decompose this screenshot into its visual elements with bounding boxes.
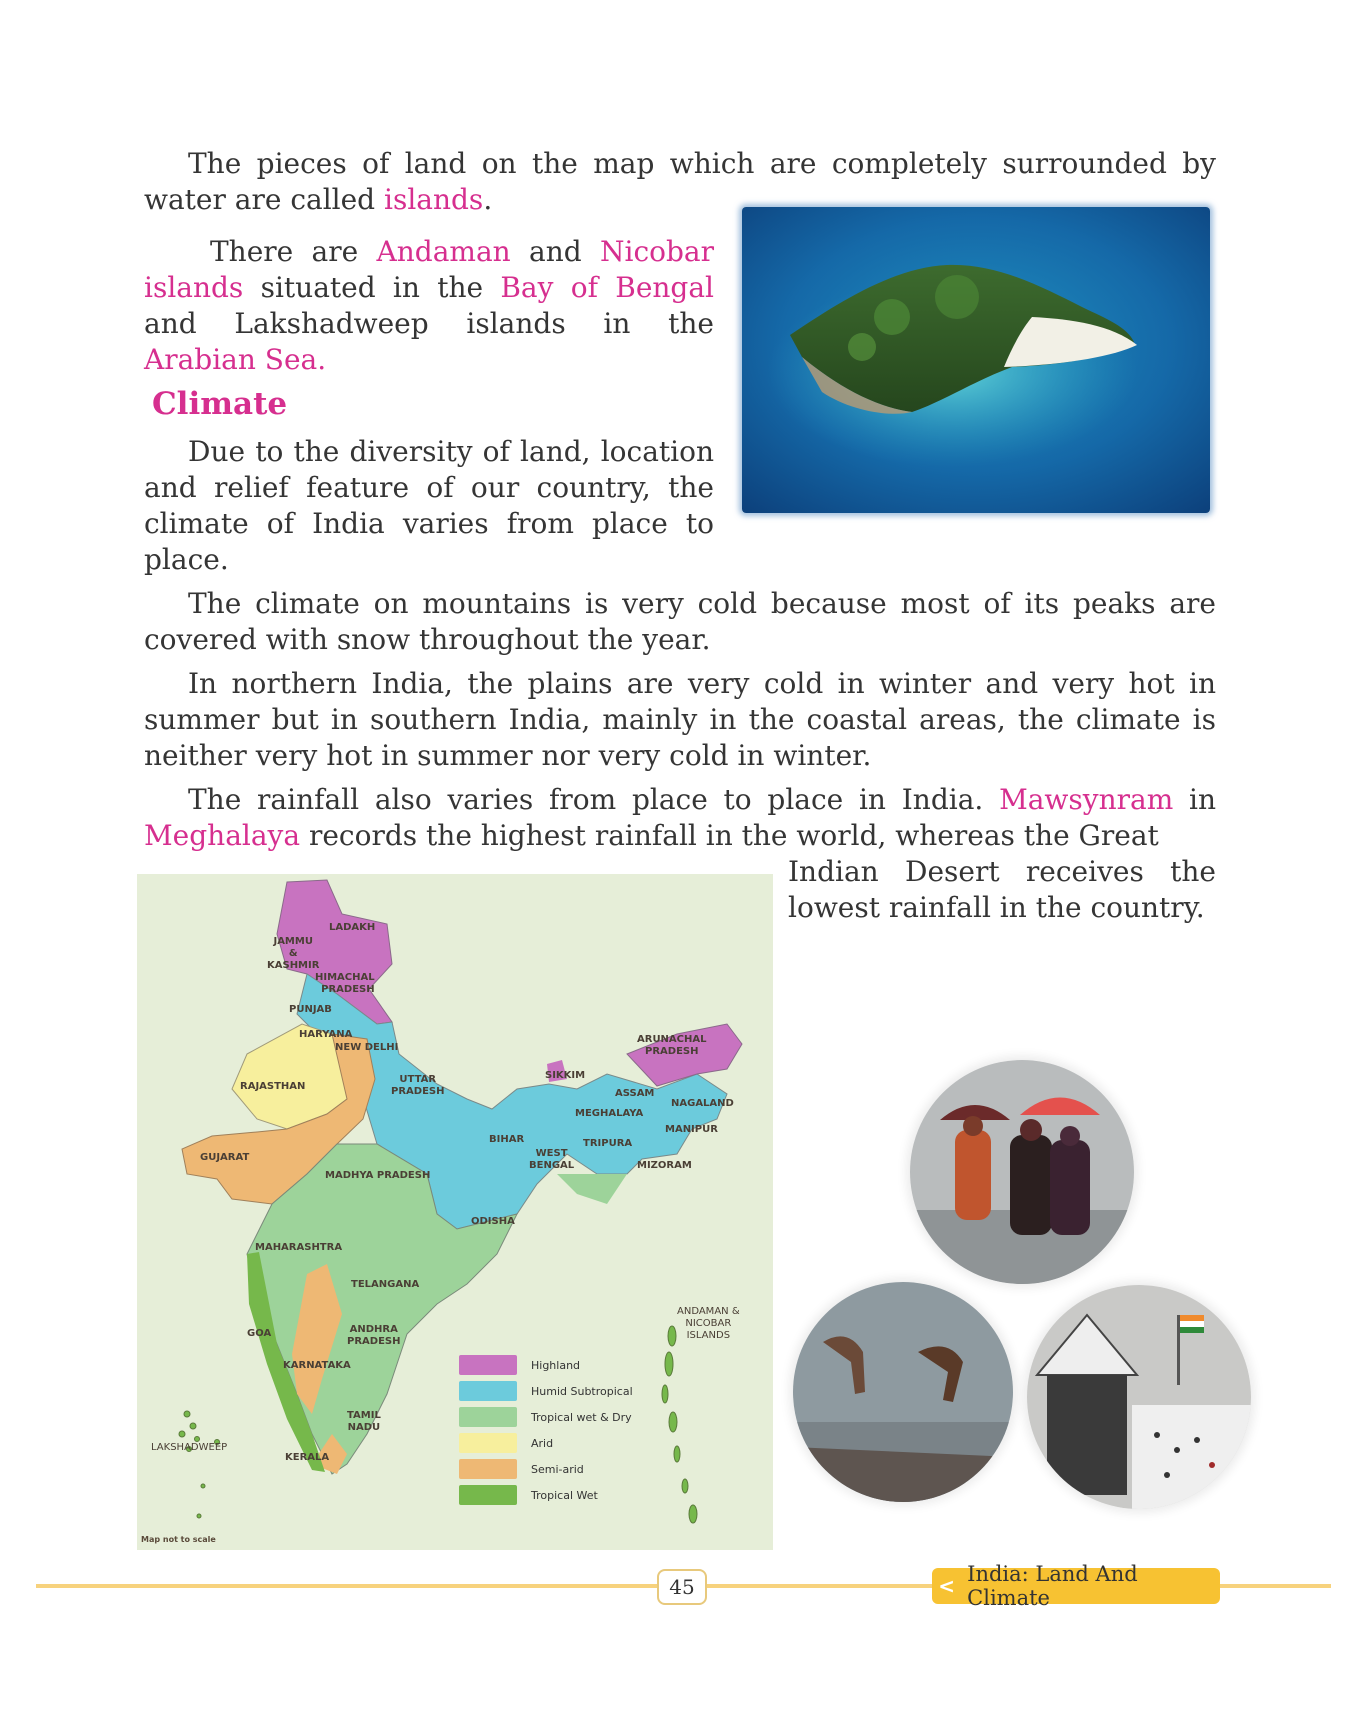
legend-item-semi-arid: Semi-arid [459,1456,633,1482]
paragraph-climate-diversity: Due to the diversity of land, location and relief feature of our country, the climate of India varies from place to place. [144,435,714,576]
map-label-tripura: TRIPURA [583,1138,633,1149]
paragraph-north-south-climate: In northern India, the plains are very cold in winter and very hot in summer but in southern India, mainly in the coastal areas, the climate is neither very hot in summer nor very cold in winter. [144,667,1216,772]
page-number: 45 [657,1569,707,1605]
paragraph-rainfall-continued: Indian Desert receives the lowest rainfall in the country. [788,855,1216,924]
chapter-tab [932,1562,1220,1610]
map-label-odisha: ODISHA [471,1216,515,1227]
map-label-jammu-kashmir: JAMMU & KASHMIR [267,936,320,971]
map-legend [459,1352,633,1508]
map-label-andhra: ANDHRA PRADESH [347,1324,401,1347]
chevron-left-icon: < [938,1574,955,1598]
legend-swatch [459,1459,517,1479]
legend-swatch [459,1355,517,1375]
map-label-meghalaya: MEGHALAYA [575,1108,644,1119]
chapter-title: India: Land And Climate [967,1562,1138,1610]
india-climate-map [137,874,773,1550]
legend-item-highland: Highland [459,1352,633,1378]
map-label-delhi: NEW DELHI [335,1042,399,1053]
map-label-assam: ASSAM [615,1088,655,1099]
map-label-ladakh: LADAKH [329,922,376,933]
map-label-sikkim: SIKKIM [545,1070,586,1081]
map-label-kerala: KERALA [285,1452,330,1463]
legend-item-arid: Arid [459,1430,633,1456]
legend-swatch [459,1485,517,1505]
map-label-goa: GOA [247,1328,272,1339]
paragraph-islands-definition: The pieces of land on the map which are completely surrounded by water are called islands. [144,147,1216,216]
legend-swatch [459,1407,517,1427]
map-label-arunachal: ARUNACHAL PRADESH [637,1034,707,1057]
snow-town-photo [1027,1285,1251,1509]
map-label-gujarat: GUJARAT [200,1152,250,1163]
map-label-nagaland: NAGALAND [671,1098,734,1109]
map-label-manipur: MANIPUR [665,1124,718,1135]
paragraph-mountain-climate: The climate on mountains is very cold because most of its peaks are covered with snow throughout the year. [144,587,1216,656]
legend-swatch [459,1381,517,1401]
map-label-karnataka: KARNATAKA [283,1360,351,1371]
map-label-bihar: BIHAR [489,1134,525,1145]
map-label-telangana: TELANGANA [351,1279,420,1290]
map-label-maharashtra: MAHARASHTRA [255,1242,343,1253]
map-scale-note: Map not to scale [141,1535,216,1544]
summer-river-jump-photo [793,1282,1013,1502]
map-label-lakshadweep: LAKSHADWEEP [151,1442,228,1453]
map-label-punjab: PUNJAB [289,1004,332,1015]
island-photo [742,207,1210,513]
paragraph-rainfall: The rainfall also varies from place to place in India. Mawsynram in Meghalaya records the highest rainfall in the world, whereas the Great [144,783,1216,852]
legend-item-tropical-wet: Tropical Wet [459,1482,633,1508]
legend-item-humid-subtropical: Humid Subtropical [459,1378,633,1404]
map-label-west-bengal: WEST BENGAL [529,1148,575,1171]
map-label-haryana: HARYANA [299,1029,353,1040]
map-label-madhya-pradesh: MADHYA PRADESH [325,1170,431,1181]
map-label-andaman-nicobar: ANDAMAN & NICOBAR ISLANDS [677,1306,740,1341]
climate-heading: Climate [152,386,288,422]
legend-item-tropical-wet-dry: Tropical wet & Dry [459,1404,633,1430]
map-label-uttar-pradesh: UTTAR PRADESH [391,1074,445,1097]
map-label-mizoram: MIZORAM [637,1160,692,1171]
rain-umbrella-photo [910,1060,1134,1284]
highlight-islands: islands [384,183,484,216]
map-label-tamil-nadu: TAMIL NADU [347,1410,381,1433]
paragraph-island-locations: There are Andaman and Nicobar islands situated in the Bay of Bengal and Lakshadweep islands in the Arabian Sea. [144,235,715,376]
map-label-rajasthan: RAJASTHAN [240,1081,306,1092]
legend-swatch [459,1433,517,1453]
map-label-himachal: HIMACHAL PRADESH [315,972,375,995]
